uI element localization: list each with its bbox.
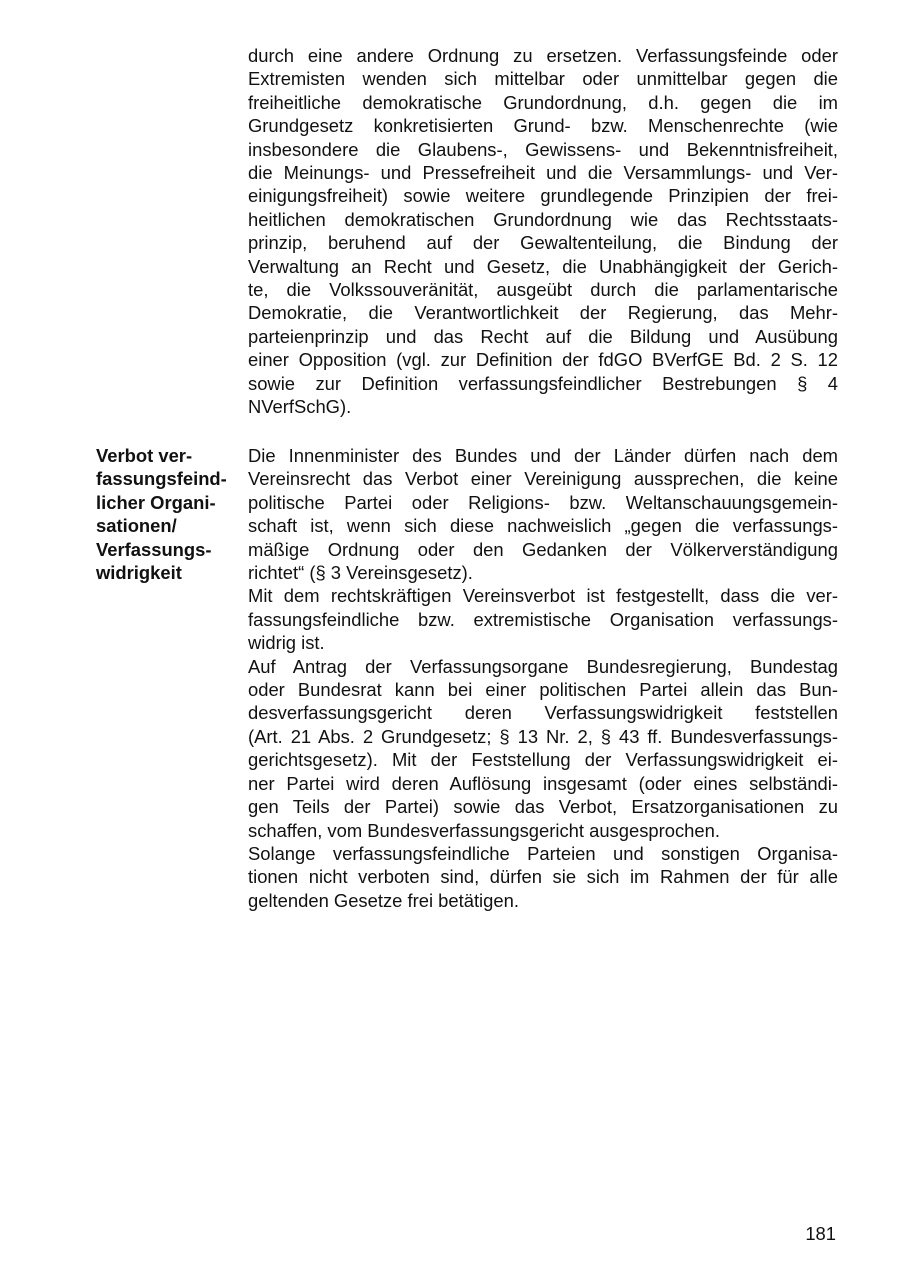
intro-paragraph xyxy=(248,44,838,419)
text-line: Grundgesetz konkretisierten Grund- bzw. Menschenrechte (wie xyxy=(248,115,838,137)
text-line: schaffen, vom Bundesverfassungsgericht ausgesprochen. xyxy=(248,819,720,841)
text-line: durch eine andere Ordnung zu ersetzen. Verfassungsfeinde oder xyxy=(248,45,838,66)
text-line: geltenden Gesetze frei betätigen. xyxy=(248,889,519,911)
text-line: richtet“ (§ 3 Vereinsgesetz). xyxy=(248,562,473,584)
text-line: einer Opposition (vgl. zur Definition der fdGO BVerfGE Bd. 2 S. 12 xyxy=(248,349,838,371)
text-line: NVerfSchG). xyxy=(248,396,352,418)
text-line: gen Teils der Partei) sowie das Verbot, Ersatzorganisationen zu xyxy=(248,796,838,818)
margin-heading-line: Verbot ver- xyxy=(96,445,193,466)
text-line: sowie zur Definition verfassungsfeindlicher Bestrebungen § 4 xyxy=(248,372,838,394)
text-line: widrig ist. xyxy=(248,632,325,654)
page-number: 181 xyxy=(805,1223,836,1244)
text-line: gerichtsgesetz). Mit der Feststellung der Verfassungswidrigkeit ei- xyxy=(248,749,838,771)
text-line: Solange verfassungsfeindliche Parteien und sonstigen Organisa- xyxy=(248,842,838,864)
text-line: heitlichen demokratischen Grundordnung wie das Rechtsstaats- xyxy=(248,208,838,230)
text-line: fassungsfeindliche bzw. extremistische Organisation verfassungs- xyxy=(248,608,838,630)
text-line: parteienprinzip und das Recht auf die Bildung und Ausübung xyxy=(248,325,838,347)
text-line: Verwaltung an Recht und Gesetz, die Unabhängigkeit der Gerich- xyxy=(248,255,838,277)
text-line: Mit dem rechtskräftigen Vereinsverbot ist festgestellt, dass die ver- xyxy=(248,585,838,607)
text-line: oder Bundesrat kann bei einer politischen Partei allein das Bun- xyxy=(248,679,838,701)
text-line: schaft ist, wenn sich diese nachweislich „gegen die verfassungs- xyxy=(248,515,838,537)
text-line: die Meinungs- und Pressefreiheit und die Versammlungs- und Ver- xyxy=(248,162,838,184)
margin-heading-line: licher Organi- xyxy=(96,491,216,513)
text-line: Vereinsrecht das Verbot einer Vereinigung aussprechen, die keine xyxy=(248,468,838,490)
text-line: desverfassungsgericht deren Verfassungswidrigkeit feststellen xyxy=(248,702,838,724)
text-line: mäßige Ordnung oder den Gedanken der Völkerverständigung xyxy=(248,538,838,560)
margin-heading-line: widrigkeit xyxy=(96,562,182,584)
text-line: ner Partei wird deren Auflösung insgesamt (oder eines selbständi- xyxy=(248,772,838,794)
text-line: freiheitliche demokratische Grundordnung, d.h. gegen die im xyxy=(248,91,838,113)
text-line: politische Partei oder Religions- bzw. Weltanschauungsgemein- xyxy=(248,491,838,513)
text-line: insbesondere die Glaubens-, Gewissens- und Bekenntnisfreiheit, xyxy=(248,138,838,160)
text-line: te, die Volkssouveränität, ausgeübt durch die parlamentarische xyxy=(248,279,838,301)
section-body xyxy=(248,444,838,912)
text-line: tionen nicht verboten sind, dürfen sie sich im Rahmen der für alle xyxy=(248,866,838,888)
text-line: Die Innenminister des Bundes und der Länder dürfen nach dem xyxy=(248,445,838,466)
text-line: prinzip, beruhend auf der Gewaltenteilung, die Bindung der xyxy=(248,232,838,254)
margin-heading-line: sationen/ xyxy=(96,515,177,537)
text-line: Demokratie, die Verantwortlichkeit der Regierung, das Mehr- xyxy=(248,302,838,324)
text-line: Extremisten wenden sich mittelbar oder unmittelbar gegen die xyxy=(248,68,838,90)
text-line: Auf Antrag der Verfassungsorgane Bundesregierung, Bundestag xyxy=(248,655,838,677)
margin-heading-line: fassungsfeind- xyxy=(96,468,227,490)
text-line: (Art. 21 Abs. 2 Grundgesetz; § 13 Nr. 2, § 43 ff. Bundesverfassungs- xyxy=(248,725,838,747)
margin-heading xyxy=(96,444,241,584)
text-line: einigungsfreiheit) sowie weitere grundlegende Prinzipien der frei- xyxy=(248,185,838,207)
margin-heading-line: Verfassungs- xyxy=(96,538,212,560)
